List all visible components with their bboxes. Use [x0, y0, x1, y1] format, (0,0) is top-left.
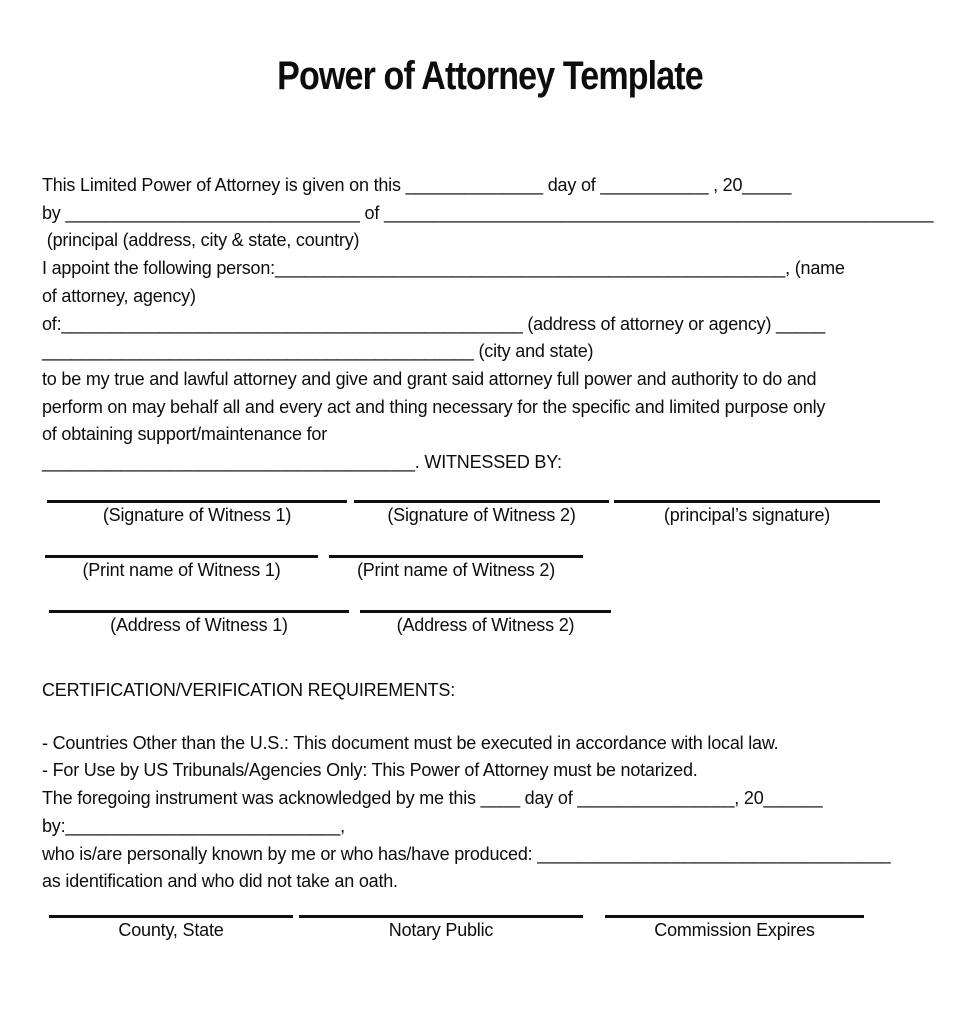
witness1-address-field — [49, 596, 349, 637]
signature-line — [47, 486, 347, 503]
certification-line: by:____________________________, — [42, 815, 345, 836]
signature-label: (Address of Witness 2) — [396, 614, 575, 635]
witness-print-name-row — [42, 541, 938, 582]
witness2-signature-field — [354, 486, 609, 527]
intro-paragraph — [42, 172, 938, 477]
intro-line: of obtaining support/maintenance for — [42, 424, 327, 445]
signature-line — [614, 486, 880, 503]
county-state-field — [49, 901, 293, 942]
intro-line: (principal (address, city & state, country) — [42, 230, 360, 251]
intro-line: ____________________________________________ (city and state) — [42, 341, 594, 362]
signature-line — [49, 596, 349, 613]
signature-line — [605, 901, 864, 918]
signature-line — [45, 541, 318, 558]
witness2-print-name-field — [329, 541, 583, 582]
intro-line: ______________________________________. WITNESSED BY: — [42, 452, 562, 473]
signature-line — [299, 901, 583, 918]
signature-label: (Address of Witness 1) — [110, 614, 288, 635]
page-title: Power of Attorney Template — [277, 54, 703, 98]
notary-row — [42, 901, 938, 942]
intro-line: This Limited Power of Attorney is given on this ______________ day of ___________ , 20_____ — [42, 175, 792, 195]
signature-line — [354, 486, 609, 503]
intro-line: of:_______________________________________________ (address of attorney or agency) _____ — [42, 313, 826, 334]
certification-heading: CERTIFICATION/VERIFICATION REQUIREMENTS: — [42, 679, 456, 700]
signature-label: (Signature of Witness 2) — [387, 504, 576, 525]
witness1-print-name-field — [45, 541, 318, 582]
intro-line: of attorney, agency) — [42, 285, 196, 306]
notary-label: Notary Public — [388, 919, 494, 940]
certification-line: - Countries Other than the U.S.: This document must be executed in accordance with local law. — [42, 732, 779, 753]
signature-label: (Signature of Witness 1) — [102, 504, 292, 525]
commission-expires-field — [605, 901, 864, 942]
certification-line: as identification and who did not take an oath. — [42, 871, 398, 892]
witness-signature-row — [42, 486, 938, 527]
certification-line: The foregoing instrument was acknowledged by me this ____ day of ________________, 20______ — [42, 788, 823, 809]
notary-public-field — [299, 901, 583, 942]
signature-label: (Print name of Witness 1) — [82, 559, 281, 580]
certification-line: - For Use by US Tribunals/Agencies Only: This Power of Attorney must be notarized. — [42, 760, 698, 781]
signature-label: (Print name of Witness 2) — [356, 559, 556, 580]
witness-address-row — [42, 596, 938, 637]
witness1-signature-field — [47, 486, 347, 527]
intro-line: perform on may behalf all and every act and thing necessary for the specific and limited purpose only — [42, 396, 826, 417]
signature-line — [49, 901, 293, 918]
intro-line: to be my true and lawful attorney and give and grant said attorney full power and authority to do and — [42, 368, 817, 389]
intro-line: by ______________________________ of ________________________________________________________ — [42, 202, 934, 223]
certification-line: who is/are personally known by me or who has/have produced: ____________________________________ — [42, 843, 891, 864]
notary-label: Commission Expires — [654, 919, 815, 940]
principal-signature-field — [614, 486, 880, 527]
signature-line — [360, 596, 611, 613]
notary-label: County, State — [118, 919, 224, 940]
signature-label: (principal’s signature) — [663, 504, 831, 525]
certification-paragraph — [42, 730, 938, 896]
intro-line: I appoint the following person:____________________________________________________, (name — [42, 258, 845, 279]
witness2-address-field — [360, 596, 611, 637]
signature-line — [329, 541, 583, 558]
